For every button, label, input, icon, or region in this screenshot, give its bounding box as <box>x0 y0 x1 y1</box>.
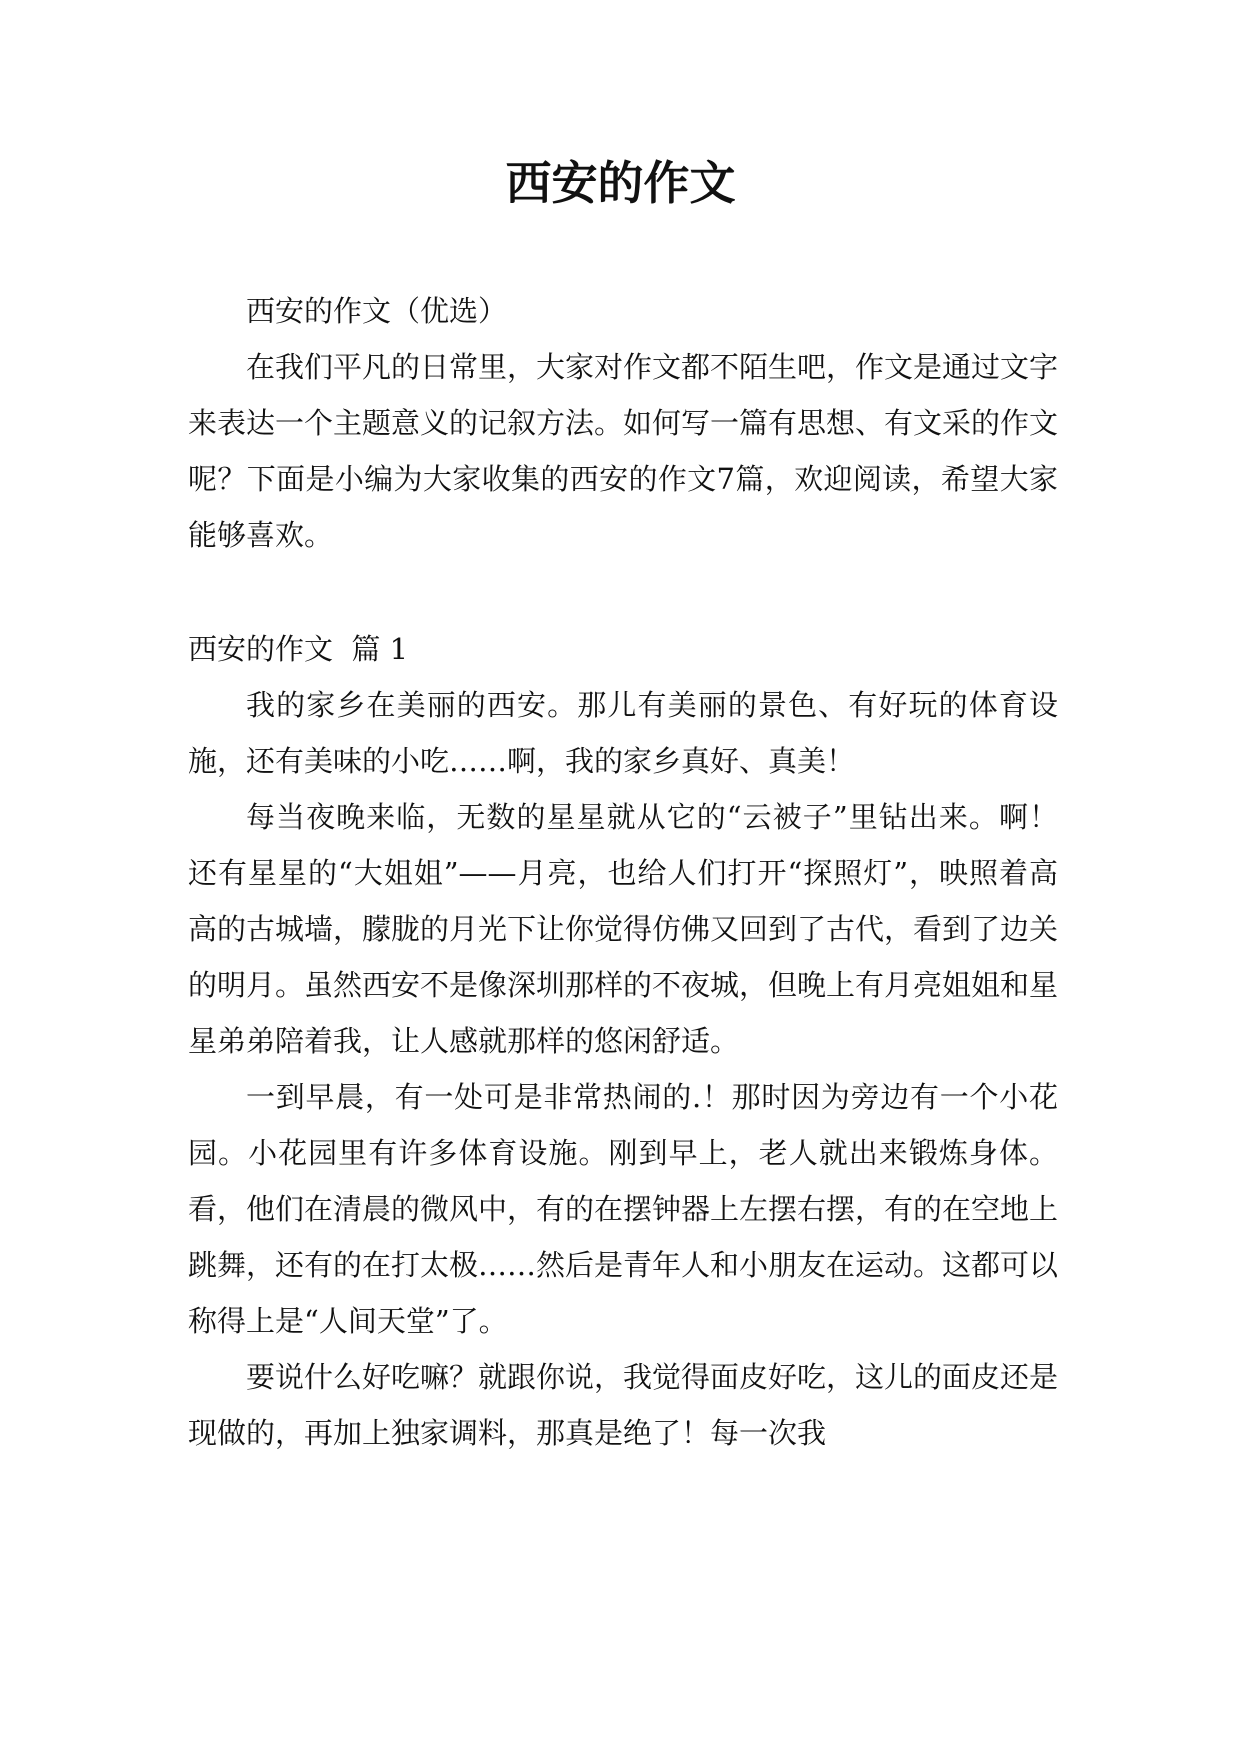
intro-paragraph: 在我们平凡的日常里，大家对作文都不陌生吧，作文是通过文字来表达一个主题意义的记叙方法。如何写一篇有思想、有文采的作文呢？下面是小编为大家收集的西安的作文7篇，欢迎阅读，希望大家能够喜欢。 <box>188 350 1059 552</box>
body-paragraph: 我的家乡在美丽的西安。那儿有美丽的景色、有好玩的体育设施，还有美味的小吃……啊，我的家乡真好、真美！ <box>188 688 1058 778</box>
body-paragraph: 每当夜晚来临，无数的星星就从它的“云被子”里钻出来。啊！还有星星的“大姐姐”——月亮，也给人们打开“探照灯”，映照着高高的古城墙，朦胧的月光下让你觉得仿佛又回到了古代，看到了边关的明月。虽然西安不是像深圳那样的不夜城，但晚上有月亮姐姐和星星弟弟陪着我，让人感就那样的悠闲舒适。 <box>188 800 1059 1058</box>
body-paragraph: 一到早晨，有一处可是非常热闹的.！那时因为旁边有一个小花园。小花园里有许多体育设施。刚到早上，老人就出来锻炼身体。看，他们在清晨的微风中，有的在摆钟器上左摆右摆，有的在空地上跳舞，还有的在打太极……然后是青年人和小朋友在运动。这都可以称得上是“人间天堂”了。 <box>188 1080 1059 1338</box>
document-body <box>188 283 1058 1461</box>
document-title: 西安的作文 <box>505 156 736 210</box>
section-heading: 西安的作文 篇 1 <box>188 632 409 666</box>
section-gap <box>188 563 1058 621</box>
body-paragraph: 要说什么好吃嘛？就跟你说，我觉得面皮好吃，这儿的面皮还是现做的，再加上独家调料，那真是绝了！每一次我 <box>188 1360 1059 1450</box>
document-subtitle: 西安的作文（优选） <box>246 294 508 328</box>
